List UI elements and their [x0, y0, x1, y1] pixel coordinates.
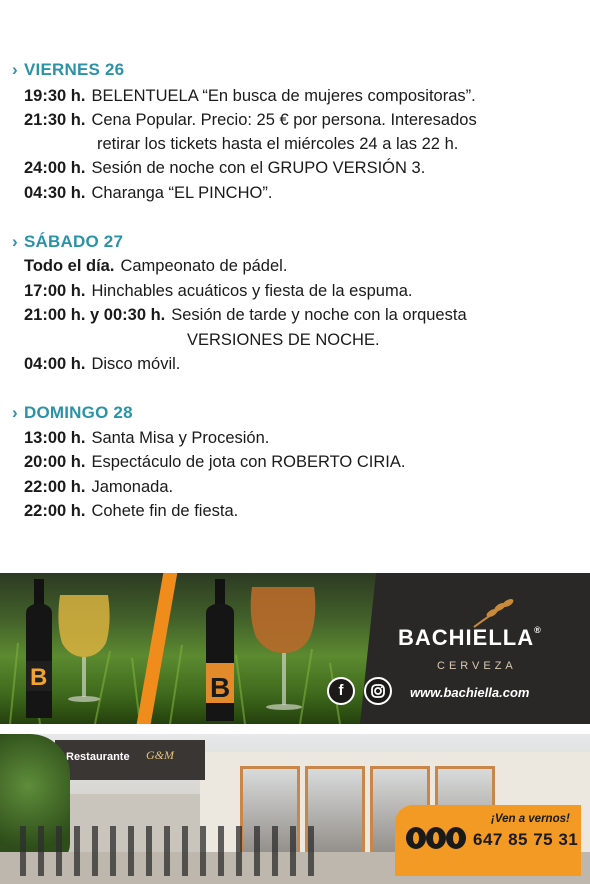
event-time: 22:00 h.	[24, 502, 86, 520]
event-text: Cena Popular. Precio: 25 € por persona. Interesados	[91, 111, 477, 129]
event-time: 20:00 h.	[24, 453, 86, 471]
event-time: 04:00 h.	[24, 355, 86, 373]
event-text: Charanga “EL PINCHO”.	[91, 184, 273, 202]
chevron-right-icon: ›	[12, 60, 18, 79]
event-time: 21:30 h.	[24, 111, 86, 129]
day-heading-label: SÁBADO 27	[24, 232, 124, 251]
website-link[interactable]: www.bachiella.com	[410, 685, 530, 700]
event-time: 19:30 h.	[24, 87, 86, 105]
event-time: Todo el día.	[24, 257, 115, 275]
event-text: Hinchables acuáticos y fiesta de la espuma.	[91, 282, 413, 300]
event-time: 22:00 h.	[24, 478, 86, 496]
event-text: VERSIONES DE NOCHE.	[187, 331, 380, 349]
event-time: 17:00 h.	[24, 282, 86, 300]
restaurant-brand-icon	[405, 825, 467, 851]
call-to-action: ¡Ven a vernos!	[491, 813, 570, 825]
event-text: Espectáculo de jota con ROBERTO CIRIA.	[91, 453, 406, 471]
brand-name	[398, 625, 560, 651]
day-heading-label: VIERNES 26	[24, 60, 125, 79]
svg-text:B: B	[210, 672, 231, 703]
event-line	[24, 156, 425, 180]
instagram-icon[interactable]	[364, 677, 392, 705]
event-line	[24, 450, 405, 474]
event-line-continued	[187, 328, 380, 352]
event-text: Sesión de tarde y noche con la orquesta	[171, 306, 467, 324]
grass-blades-image	[0, 573, 380, 724]
event-line	[24, 303, 467, 327]
instagram-glyph-icon	[366, 679, 390, 703]
event-line	[24, 499, 238, 523]
event-line-continued	[97, 132, 458, 156]
terrace-chairs-image	[20, 826, 320, 876]
brand-subtitle: CERVEZA	[437, 660, 517, 672]
facebook-icon[interactable]: f	[327, 677, 355, 705]
day-heading-viernes	[12, 60, 124, 80]
event-time: 24:00 h.	[24, 159, 86, 177]
phone-number[interactable]: 647 85 75 31	[473, 830, 579, 849]
event-line	[24, 181, 272, 205]
event-text: BELENTUELA “En busca de mujeres compositoras”.	[91, 87, 476, 105]
event-text: retirar los tickets hasta el miércoles 24 a las 22 h.	[97, 135, 459, 153]
bachiella-ad	[0, 573, 590, 724]
event-time: 21:00 h. y 00:30 h.	[24, 306, 166, 324]
restaurant-sign-text: Restaurante	[66, 751, 130, 763]
chevron-right-icon: ›	[12, 403, 18, 422]
event-text: Santa Misa y Procesión.	[91, 429, 270, 447]
event-text: Campeonato de pádel.	[120, 257, 288, 275]
restaurant-contact-box	[395, 805, 581, 876]
event-time: 04:30 h.	[24, 184, 86, 202]
day-heading-sabado	[12, 232, 123, 252]
day-heading-domingo	[12, 403, 133, 423]
event-text: Jamonada.	[91, 478, 174, 496]
event-line	[24, 426, 269, 450]
event-text: Disco móvil.	[91, 355, 181, 373]
event-text: Cohete fin de fiesta.	[91, 502, 239, 520]
event-line	[24, 352, 180, 376]
event-text: Sesión de noche con el GRUPO VERSIÓN 3.	[91, 159, 426, 177]
event-line	[24, 254, 287, 278]
event-line	[24, 475, 173, 499]
event-time: 13:00 h.	[24, 429, 86, 447]
registered-mark: ®	[534, 625, 542, 635]
event-line	[24, 84, 476, 108]
beer-bottle-middle	[206, 579, 234, 721]
brand-text: BACHIELLA	[398, 625, 535, 650]
day-heading-label: DOMINGO 28	[24, 403, 133, 422]
beer-bottle-left	[26, 579, 52, 718]
wheat-logo-icon	[470, 595, 520, 629]
event-line	[24, 108, 477, 132]
event-line	[24, 279, 412, 303]
chevron-right-icon: ›	[12, 232, 18, 251]
svg-text:B: B	[30, 664, 48, 691]
restaurant-logo-text: G&M	[146, 748, 174, 762]
